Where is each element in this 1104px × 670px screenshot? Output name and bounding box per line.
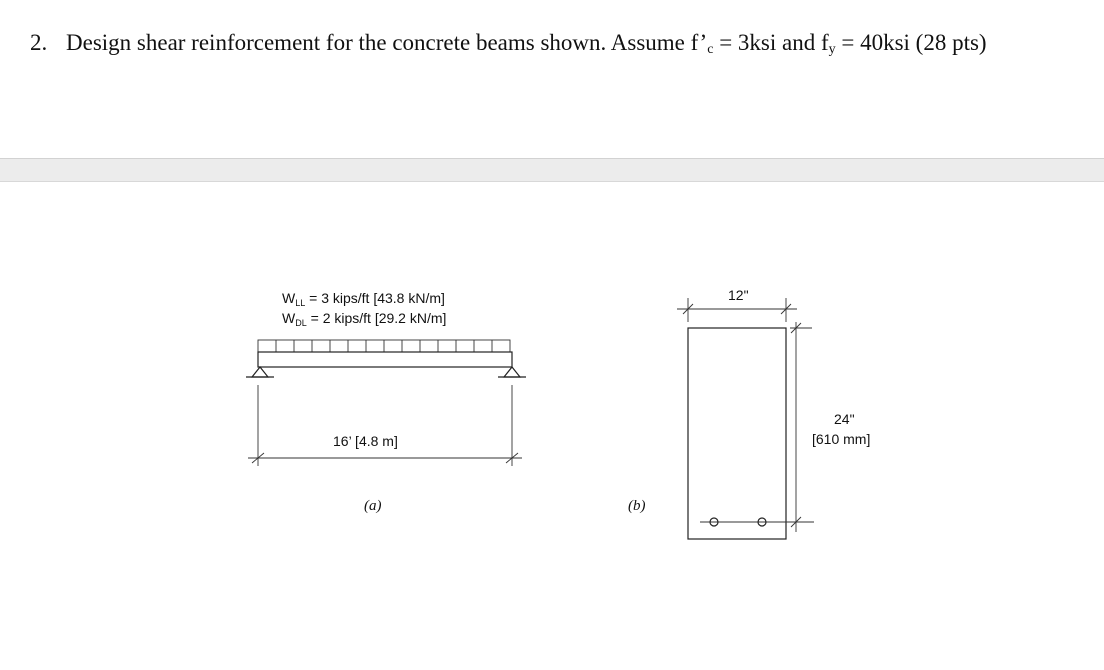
height-label-metric: [610 mm] <box>812 431 871 447</box>
width-label: 12" <box>728 287 749 303</box>
live-load-label: $W_{LL} = 3$ kips/ft [43.8 kN/m] <box>282 290 445 308</box>
figure-b <box>628 287 870 539</box>
dead-load-label: $W_{DL} = 2$ kips/ft [29.2 kN/m] <box>282 310 447 328</box>
right-support <box>498 367 526 377</box>
left-support <box>246 367 274 377</box>
question-number: 2. <box>30 30 48 55</box>
height-dimension <box>790 322 814 532</box>
distributed-load-blocks <box>258 340 510 352</box>
fc-value: = 3ksi and f <box>713 30 829 55</box>
height-label: 24" <box>834 411 855 427</box>
span-label: 16’ [4.8 m] <box>333 433 398 449</box>
fy-value: = 40ksi (28 pts) <box>835 30 987 55</box>
caption-b: (b) <box>628 498 646 514</box>
beam <box>258 352 512 367</box>
fc-subscript: c <box>707 42 714 57</box>
question-text-part-1: Design shear reinforcement for the concrete beams shown. Assume f’ <box>66 30 708 55</box>
fy-subscript: y <box>828 42 836 57</box>
beam-section <box>688 328 786 539</box>
span-dimension <box>248 385 522 466</box>
figure-a <box>246 290 526 514</box>
caption-a: (a) <box>364 498 382 514</box>
